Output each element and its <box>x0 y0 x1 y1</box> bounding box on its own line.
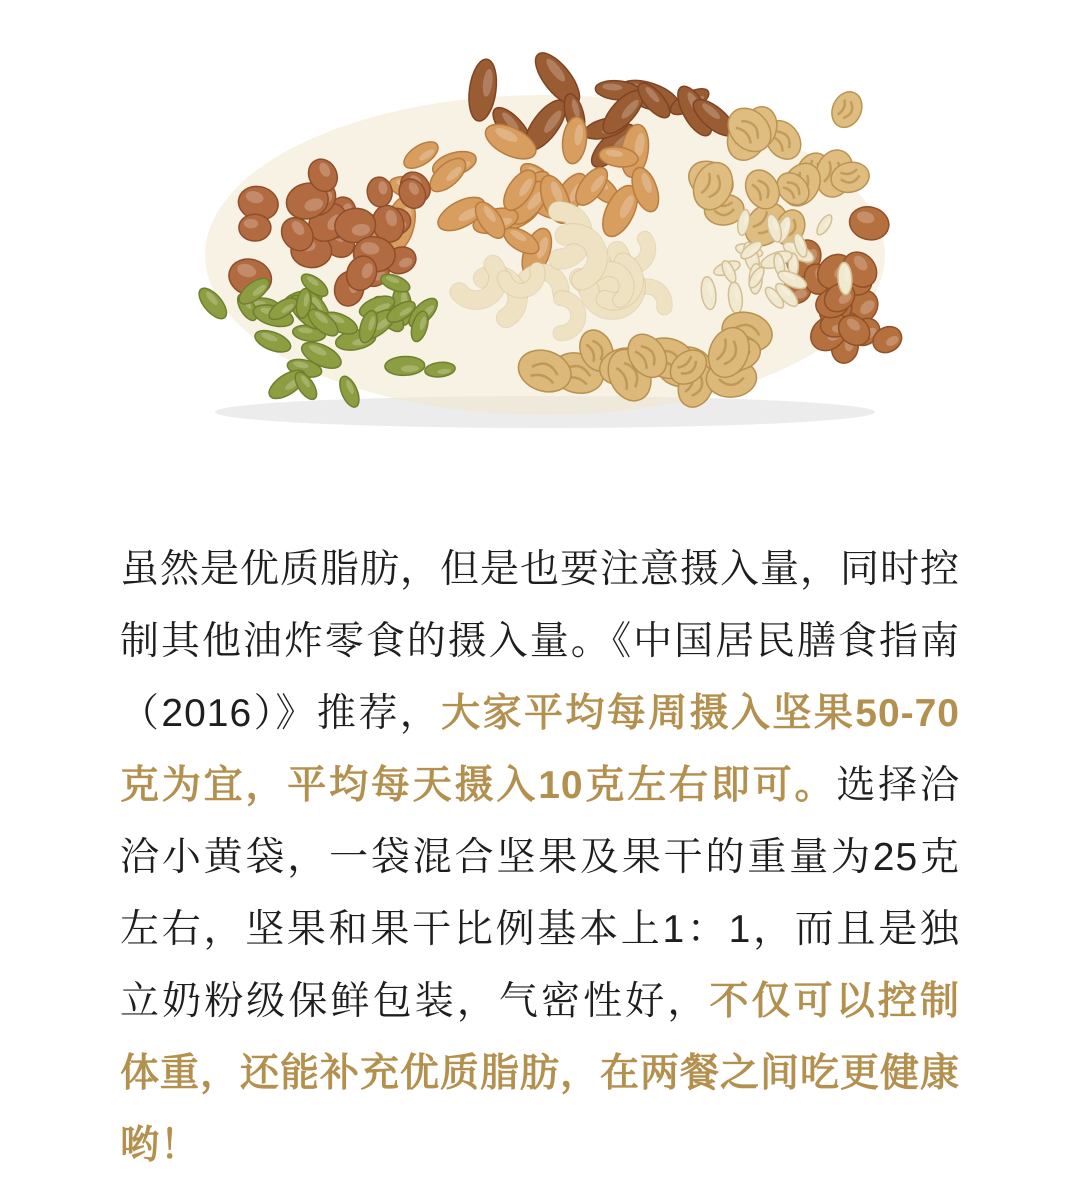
paragraph-segment-3: 选择洽洽小黄袋，一袋混合坚果及果干的重量为25克左右，坚果和果干比例基本上1：1，而且是独立奶粉级保鲜包装，气密性好， <box>120 764 960 1023</box>
paragraph-segment-1: 虽然是优质脂肪，但是也要注意摄入量，同时控制其他油炸零食的摄入量。《中国居民膳食指南（2016）》推荐， <box>120 548 961 735</box>
pistachios <box>385 356 425 376</box>
article-paragraph <box>120 534 960 1182</box>
paragraph-segment-4-highlight: 不仅可以控制体重，还能补充优质脂肪，在两餐之间吃更健康哟！ <box>120 980 961 1167</box>
mixed-nuts-illustration <box>170 30 910 430</box>
hazelnuts-left <box>239 214 271 241</box>
paragraph-segment-2-highlight: 大家平均每周摄入坚果50-70克为宜，平均每天摄入10克左右即可。 <box>120 692 960 807</box>
mixed-nuts-image <box>170 30 910 430</box>
walnuts-right <box>826 87 867 132</box>
